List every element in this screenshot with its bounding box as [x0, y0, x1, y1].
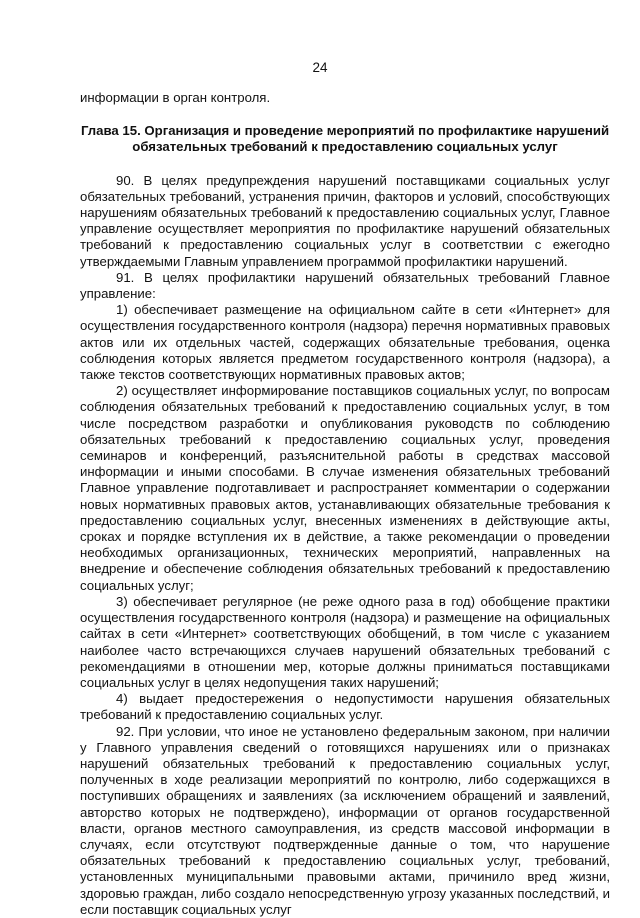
- continuation-line: информации в орган контроля.: [80, 90, 271, 105]
- paragraph-91-item-1: 1) обеспечивает размещение на официальном сайте в сети «Интернет» для осуществления государственного контроля (надзора) перечня нормативных правовых актов или их отдельных частей, содержащих обязательные требования, оценка соблюдения которых является предметом государственного контроля (надзора), а также текстов соответствующих нормативных правовых актов;: [80, 302, 610, 383]
- chapter-heading: [80, 123, 610, 155]
- paragraph-91: 91. В целях профилактики нарушений обязательных требований Главное управление:: [80, 269, 610, 302]
- paragraph-91-item-3: 3) обеспечивает регулярное (не реже одного раза в год) обобщение практики осуществления государственного контроля (надзора) и размещение на официальных сайтах в сети «Интернет» соответствующих обобщений, в том числе с указанием наиболее часто встречающихся случаев нарушений обязательных требований с рекомендациями в отношении мер, которые должны приниматься поставщиками социальных услуг в целях недопущения таких нарушений;: [80, 593, 610, 690]
- page-content: [80, 90, 610, 918]
- paragraph-92: 92. При условии, что иное не установлено федеральным законом, при наличии у Главного управления сведений о готовящихся нарушениях или о признаках нарушений обязательных требований к предоставлению социальных услуг, полученных в ходе реализации мероприятий по контролю, либо содержащихся в поступивших обращениях и заявлениях (за исключением обращений и заявлений, авторство которых не подтверждено), информации от органов государственной власти, органов местного самоуправления, из средств массовой информации в случаях, если отсутствуют подтвержденные данные о том, что нарушение обязательных требований к предоставлению социальных услуг, требований, установленных муниципальными правовыми актами, причинило вред жизни, здоровью граждан, либо создало непосредственную угрозу указанных последствий, и если поставщик социальных услуг: [80, 723, 610, 917]
- page-number: 24: [312, 60, 328, 75]
- paragraph-90: 90. В целях предупреждения нарушений поставщиками социальных услуг обязательных требований, устранения причин, факторов и условий, способствующих нарушениям обязательных требований к предоставлению социальных услуг, Главное управление осуществляет мероприятия по профилактике нарушений обязательных требований к предоставлению социальных услуг в соответствии с ежегодно утверждаемыми Главным управлением программой профилактики нарушений.: [80, 172, 610, 269]
- paragraph-91-item-4: 4) выдает предостережения о недопустимости нарушения обязательных требований к предоставлению социальных услуг.: [80, 691, 610, 723]
- paragraph-91-item-2: 2) осуществляет информирование поставщиков социальных услуг, по вопросам соблюдения обязательных требований к предоставлению социальных услуг, в том числе посредством разработки и опубликования руководств по соблюдению обязательных требований к предоставлению социальных услуг, проведения семинаров и конференций, разъяснительной работы в средствах массовой информации и иными способами. В случае изменения обязательных требований Главное управление подготавливает и распространяет комментарии о содержании новых нормативных правовых актов, устанавливающих обязательные требования к предоставлению социальных услуг, внесенных изменениях в действующие акты, сроках и порядке вступления их в действие, а также рекомендации о проведении необходимых организационных, технических мероприятий, направленных на внедрение и обеспечение соблюдения обязательных требований к предоставлению социальных услуг;: [80, 383, 610, 593]
- chapter-heading-line-1: Глава 15. Организация и проведение мероприятий по профилактике нарушений: [80, 123, 610, 139]
- chapter-heading-line-2: обязательных требований к предоставлению социальных услуг: [132, 139, 558, 155]
